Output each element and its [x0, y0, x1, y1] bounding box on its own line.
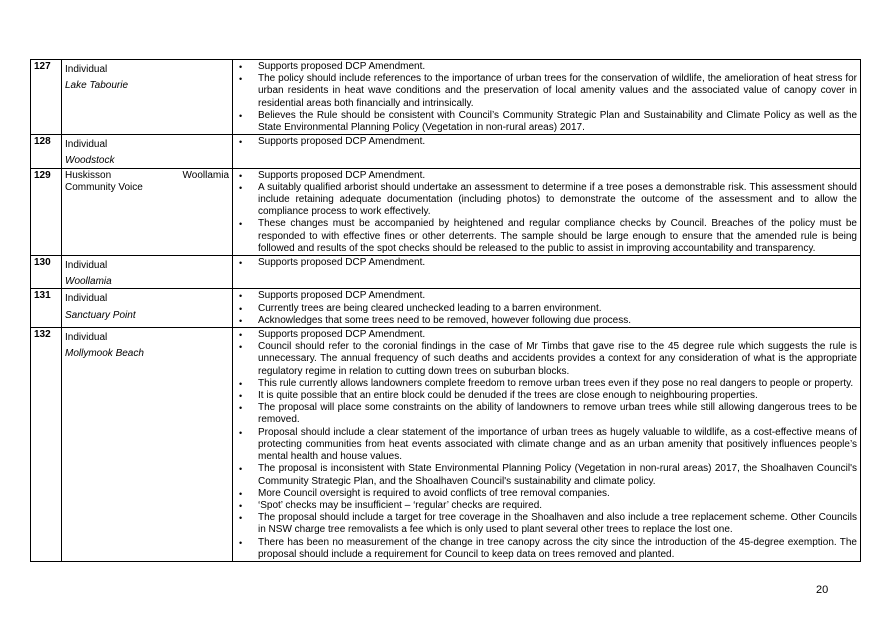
comment-list — [236, 290, 857, 327]
comment-item — [236, 73, 857, 110]
comment-item — [236, 136, 857, 148]
comments-cell — [233, 289, 861, 328]
submitter-organisation: Huskisson Woollamia — [65, 169, 229, 181]
submission-number: 130 — [31, 256, 62, 289]
submitter-cell — [62, 168, 233, 255]
submitter-location: Sanctuary Point — [65, 309, 136, 321]
comment-text: Supports proposed DCP Amendment. — [258, 257, 426, 269]
submitter-cell — [62, 256, 233, 289]
submitter-type: Individual — [65, 332, 108, 344]
comment-text: Currently trees are being cleared unchecked leading to a barren environment. — [258, 302, 602, 314]
comment-list — [236, 329, 857, 561]
submissions-table-body — [31, 60, 861, 562]
comments-cell — [233, 60, 861, 135]
bullet-icon: • — [239, 303, 243, 314]
bullet-icon: • — [239, 342, 243, 353]
comment-item — [236, 218, 857, 255]
comment-text: Proposal should include a clear statement of the importance of urban trees as hugely valuable to wildlife, as a cost-effective means of protecting communities from heat events associated with climate change and as an urban amenity that positively influences people’s mental health and house values. — [258, 426, 857, 463]
submission-row — [31, 60, 861, 135]
submission-row — [31, 135, 861, 168]
bullet-icon: • — [239, 62, 243, 72]
comments-cell — [233, 135, 861, 168]
submitter-cell — [62, 60, 233, 135]
comment-item — [236, 182, 857, 219]
bullet-icon: • — [239, 330, 243, 341]
bullet-icon: • — [239, 219, 243, 230]
submission-number: 131 — [31, 289, 62, 328]
comment-text: It is quite possible that an entire block could be denuded if the trees are close enough to neighbouring properties. — [258, 390, 758, 402]
comment-list — [236, 170, 857, 255]
comment-text: Supports proposed DCP Amendment. — [258, 169, 426, 181]
comment-item — [236, 500, 857, 512]
comment-item — [236, 303, 857, 315]
comment-item — [236, 512, 857, 536]
comment-item — [236, 61, 857, 73]
submissions-table — [30, 59, 861, 562]
bullet-icon: • — [239, 137, 243, 148]
comment-item — [236, 537, 857, 561]
comment-item — [236, 488, 857, 500]
submitter-cell — [62, 135, 233, 168]
comment-item — [236, 378, 857, 390]
submitter-cell — [62, 328, 233, 562]
bullet-icon: • — [239, 427, 243, 438]
comments-cell — [233, 168, 861, 255]
bullet-icon: • — [239, 403, 243, 414]
comment-text: Supports proposed DCP Amendment. — [258, 290, 426, 302]
submitter-location: Mollymook Beach — [65, 348, 144, 360]
comment-list — [236, 61, 857, 134]
comment-item — [236, 257, 857, 269]
comment-item — [236, 329, 857, 341]
submission-number: 129 — [31, 168, 62, 255]
comment-text: The proposal is inconsistent with State Environmental Planning Policy (Vegetation in non-rural areas) 2017, the Shoalhaven Council's Community Strategic Plan, and the Shoalhaven Council's sustainability and climate policy. — [258, 463, 857, 487]
comment-text: Acknowledges that some trees need to be removed, however following due process. — [258, 314, 631, 326]
submitter-organisation-line2: Community Voice — [65, 181, 143, 193]
comment-text: Supports proposed DCP Amendment. — [258, 329, 426, 341]
comment-text: The policy should include references to the importance of urban trees for the conservation of wildlife, the amelioration of heat stress for urban residents in heat wave conditions and the preservation of local amenity values and the associated value of canopy cover in residential areas both financially and intrinsically. — [258, 73, 857, 109]
bullet-icon: • — [239, 537, 243, 548]
comment-text: A suitably qualified arborist should undertake an assessment to determine if a tree poses a demonstrable risk. This assessment should include retaining adequate documentation (including photos) to demonstrate the outcome of the assessment and to allow the compliance process to work effectively. — [258, 181, 857, 218]
comment-list — [236, 136, 857, 148]
submitter-type: Individual — [65, 64, 108, 75]
comment-list — [236, 257, 857, 269]
submitter-cell — [62, 289, 233, 328]
comments-cell — [233, 328, 861, 562]
comment-text: There has been no measurement of the change in tree canopy across the city since the introduction of the 45-degree exemption. The proposal should include a requirement for Council to keep data on trees removed and planted. — [258, 536, 857, 560]
submitter-location: Lake Tabourie — [65, 80, 129, 92]
comment-item — [236, 390, 857, 402]
bullet-icon: • — [239, 258, 243, 269]
comment-text: ‘Spot’ checks may be insufficient – ‘regular’ checks are required. — [258, 499, 543, 511]
bullet-icon: • — [239, 513, 243, 524]
submitter-type: Individual — [65, 139, 108, 151]
submission-row — [31, 328, 861, 562]
bullet-icon: • — [239, 110, 243, 121]
submission-number: 132 — [31, 328, 62, 562]
comment-text: This rule currently allows landowners complete freedom to remove urban trees even if they pose no real dangers to people or property. — [258, 377, 854, 389]
comment-text: Believes the Rule should be consistent with Council’s Community Strategic Plan and Sustainability and Climate Policy as well as the State Environmental Planning Policy (Vegetation in non-rural areas) 2017. — [258, 109, 857, 134]
page-number: 20 — [816, 584, 829, 596]
submission-number: 128 — [31, 135, 62, 168]
comment-item — [236, 402, 857, 426]
submitter-location: Woollamia — [65, 276, 112, 288]
bullet-icon: • — [239, 500, 243, 511]
submitter-location: Woodstock — [65, 155, 115, 167]
submission-row — [31, 289, 861, 328]
bullet-icon: • — [239, 182, 243, 193]
submission-row — [31, 168, 861, 255]
submission-row — [31, 256, 861, 289]
bullet-icon: • — [239, 170, 243, 181]
comment-item — [236, 110, 857, 134]
comment-text: More Council oversight is required to avoid conflicts of tree removal companies. — [258, 487, 610, 499]
comment-text: The proposal should include a target for tree coverage in the Shoalhaven and also include a tree replacement scheme. Other Councils in NSW charge tree removalists a fee which is only used to plant several other trees to replace the lost one. — [258, 512, 857, 536]
comment-text: Council should refer to the coronial findings in the case of Mr Timbs that gave rise to the 45 degree rule which suggests the rule is unnecessary. The annual frequency of such deaths and accidents provides a context for any consideration of what is the appropriate regulatory regime in relation to cutting down trees on suburban blocks. — [258, 341, 857, 377]
bullet-icon: • — [239, 488, 243, 499]
comment-item — [236, 290, 857, 302]
comment-item — [236, 427, 857, 464]
bullet-icon: • — [239, 315, 243, 326]
comment-item — [236, 170, 857, 182]
comment-text: The proposal will place some constraints on the ability of landowners to remove urban trees while still allowing dangerous trees to be removed. — [258, 402, 857, 426]
comments-cell — [233, 256, 861, 289]
bullet-icon: • — [239, 291, 243, 302]
comment-text: Supports proposed DCP Amendment. — [258, 136, 426, 148]
bullet-icon: • — [239, 464, 243, 475]
comment-item — [236, 315, 857, 327]
comment-item — [236, 341, 857, 378]
bullet-icon: • — [239, 74, 243, 85]
comment-text: Supports proposed DCP Amendment. — [258, 61, 426, 72]
submitter-type: Individual — [65, 293, 108, 305]
submitter-type: Individual — [65, 260, 108, 272]
submission-number: 127 — [31, 60, 62, 135]
comment-item — [236, 463, 857, 487]
bullet-icon: • — [239, 378, 243, 389]
comment-text: These changes must be accompanied by heightened and regular compliance checks by Council. Breaches of the policy must be responded to with effective fines or other deterrents. The sample should be large enough to ensure that the amended rule is being followed and results of the spot checks should be released to the public to assist in improving accountability and transparency. — [258, 218, 857, 254]
bullet-icon: • — [239, 391, 243, 402]
